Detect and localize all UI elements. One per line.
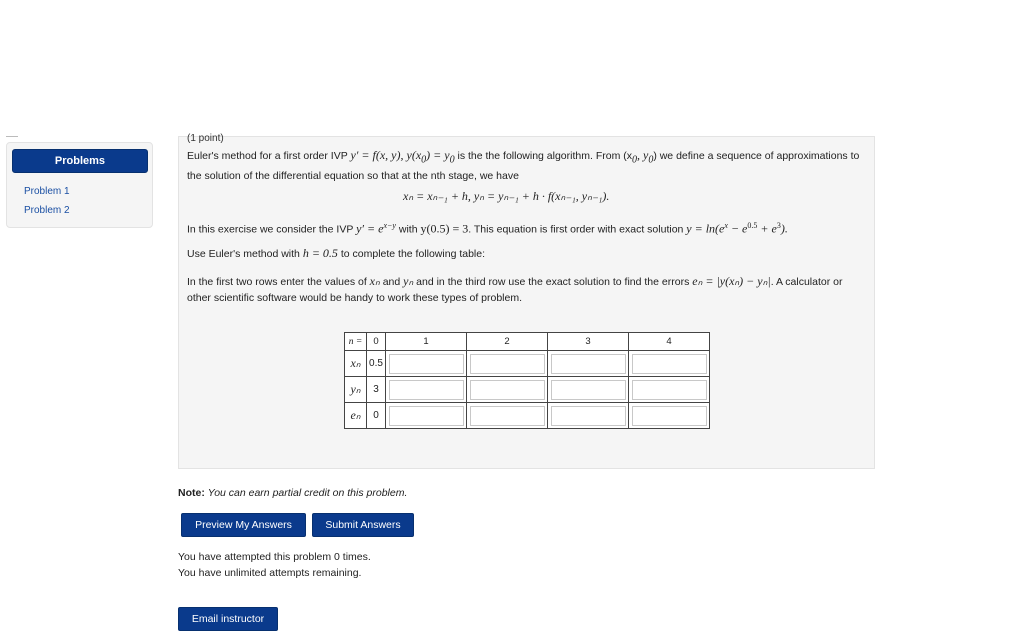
answer-x2[interactable] [470,354,545,374]
answer-e2[interactable] [470,406,545,426]
problem-intro: Euler's method for a first order IVP y′ = f(x, y), $y(x_0) = y_0$ is the the following algorithm. From ($x_0$, $y_0$) we define a sequence of approximations to the solution of the differential equation so that at the nth stage, we have [187,148,860,183]
cell-y0: 3 [367,377,386,403]
sidebar-item-problem-1[interactable]: Problem 1 [24,186,70,197]
sidebar-divider [6,136,18,137]
answer-e1[interactable] [389,406,464,426]
row-label-e: eₙ [345,403,367,429]
step-size-instruction: Use Euler's method with h = 0.5 to complete the following table: [187,246,486,260]
ivp-expression: y′ = f(x, y), y(x [350,148,422,162]
euler-answer-table [344,332,710,429]
partial-credit-note: Note: You can earn partial credit on this problem. [178,487,408,499]
euler-formula: xₙ = xₙ₋₁ + h, yₙ = yₙ₋₁ + h · f(xₙ₋₁, yₙ₋₁). [403,189,610,203]
row-label-y: yₙ [345,377,367,403]
answer-y4[interactable] [632,380,707,400]
problems-heading: Problems [12,149,148,173]
email-instructor-button[interactable]: Email instructor [178,607,278,631]
cell-x0: 0.5 [367,351,386,377]
answer-y1[interactable] [389,380,464,400]
attempts-remaining: You have unlimited attempts remaining. [178,567,362,579]
problems-sidebar [6,142,153,228]
table-row-x [345,351,710,377]
row-label-x: xₙ [345,351,367,377]
attempts-info [178,549,371,581]
answer-e4[interactable] [632,406,707,426]
table-instructions: In the first two rows enter the values of xₙ and yₙ and in the third row use the exact solution to find the errors eₙ = |y(xₙ) − yₙ|. A calculator or other scientific software would be handy to work these types of problem. [187,274,843,304]
point-value: (1 point) [187,133,224,144]
row-label-n: n = [345,333,367,351]
col-header-1: 1 [386,333,467,351]
cell-e0: 0 [367,403,386,429]
answer-x4[interactable] [632,354,707,374]
table-row-y [345,377,710,403]
submit-answers-button[interactable]: Submit Answers [312,513,414,537]
table-row-e [345,403,710,429]
attempts-count: You have attempted this problem 0 times. [178,551,371,563]
answer-x1[interactable] [389,354,464,374]
col-header-2: 2 [467,333,548,351]
cell-n0: 0 [367,333,386,351]
answer-e3[interactable] [551,406,626,426]
answer-y2[interactable] [470,380,545,400]
answer-y3[interactable] [551,380,626,400]
col-header-3: 3 [548,333,629,351]
table-row-n [345,333,710,351]
answer-x3[interactable] [551,354,626,374]
sidebar-item-problem-2[interactable]: Problem 2 [24,205,70,216]
exercise-statement: In this exercise we consider the IVP $y' = e^{x-y}$ with y(0.5) = 3. This equation is first order with exact solution $y = \ln(e^x - e^{0.5} + e^3)$. [187,221,788,236]
preview-answers-button[interactable]: Preview My Answers [181,513,306,537]
problem-panel [178,133,875,469]
col-header-4: 4 [629,333,710,351]
